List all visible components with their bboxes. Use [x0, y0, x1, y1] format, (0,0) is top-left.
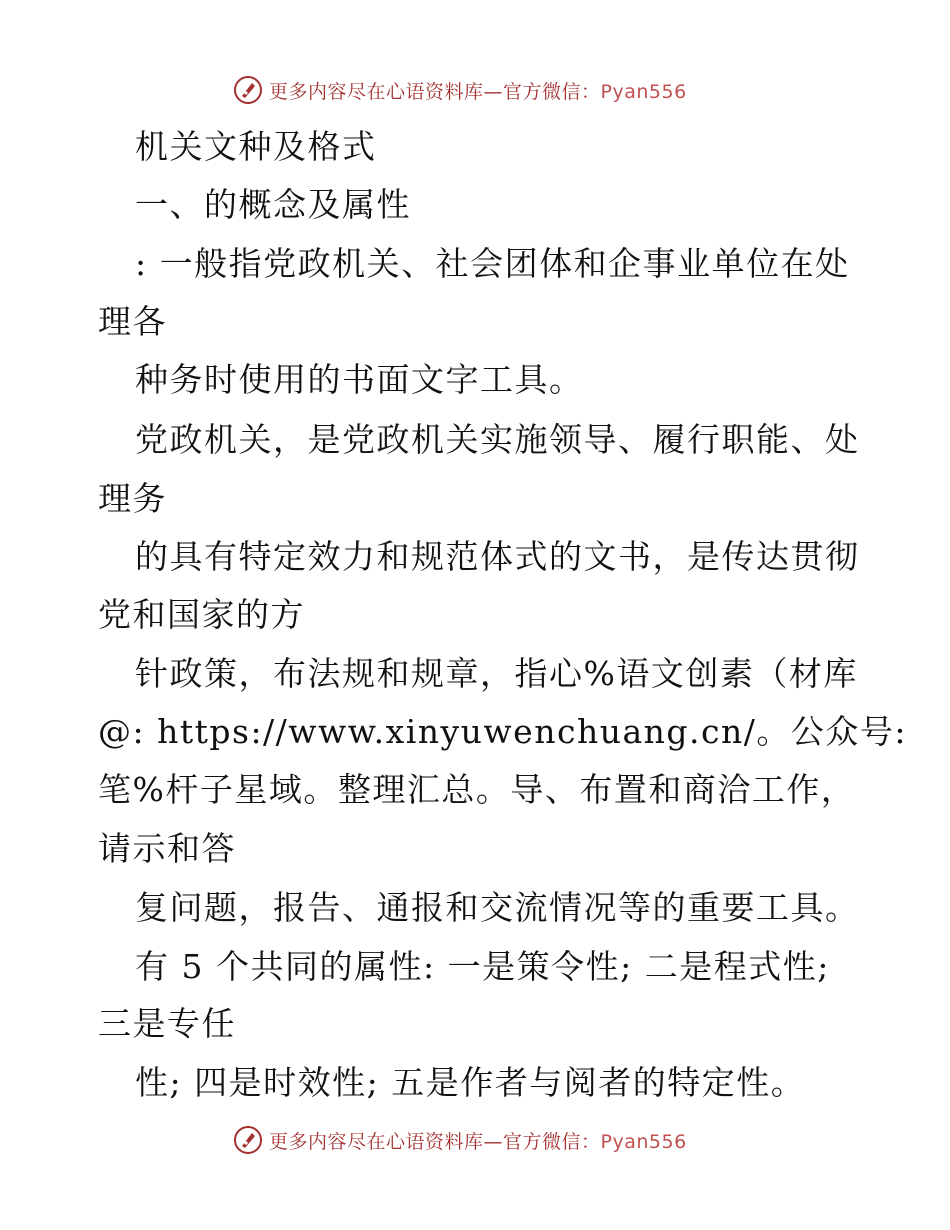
text-line: 理务 — [98, 479, 167, 518]
pen-nib-logo-icon — [233, 1125, 263, 1155]
text-line: @: https://www.xinyuwenchuang.cn/。公众号: — [98, 712, 907, 751]
text-line: 针政策，布法规和规章，指心%语文创素（材库 — [135, 654, 858, 693]
text-line: : 一般指党政机关、社会团体和企事业单位在处 — [135, 244, 850, 283]
text-line: 三是专任 — [98, 1004, 236, 1043]
text-line: 种务时使用的书面文字工具。 — [135, 360, 584, 399]
text-line: 复问题，报告、通报和交流情况等的重要工具。 — [135, 888, 860, 927]
text-line: 党和国家的方 — [98, 595, 305, 634]
footer-watermark — [233, 1120, 753, 1160]
text-line: 的具有特定效力和规范体式的文书，是传达贯彻 — [135, 537, 860, 576]
text-line: 性; 四是时效性; 五是作者与阅者的特定性。 — [135, 1063, 806, 1102]
pen-nib-logo-icon — [233, 75, 263, 105]
text-line: 党政机关，是党政机关实施领导、履行职能、处 — [135, 420, 860, 459]
watermark-wechat-id: Pyan556 — [600, 1130, 687, 1153]
watermark-text: 更多内容尽在心语资料库—官方微信：Pyan556 — [269, 80, 687, 103]
text-line: 理各 — [98, 302, 167, 341]
document-title: 机关文种及格式 — [135, 127, 377, 166]
text-line: 一、的概念及属性 — [135, 185, 411, 224]
text-line: 有 5 个共同的属性: 一是策令性; 二是程式性; — [135, 947, 830, 986]
text-line: 请示和答 — [98, 829, 236, 868]
watermark-text: 更多内容尽在心语资料库—官方微信：Pyan556 — [269, 1130, 687, 1153]
text-line: 笔%杆子星域。整理汇总。导、布置和商洽工作， — [98, 770, 856, 809]
watermark-wechat-id: Pyan556 — [600, 80, 687, 103]
header-watermark — [233, 70, 753, 110]
